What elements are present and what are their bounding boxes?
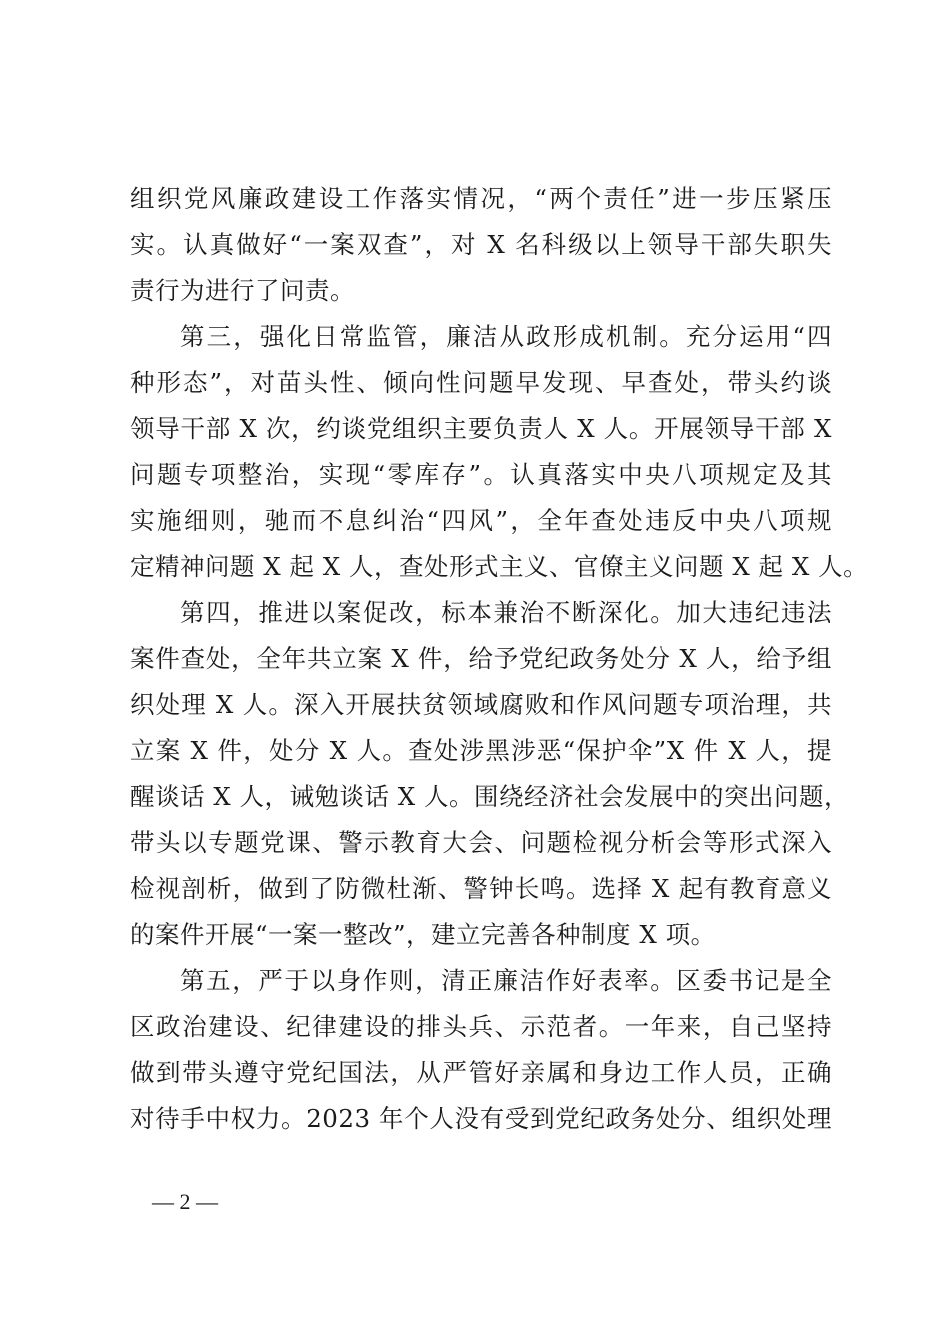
text-line: 织处理 X 人。深入开展扶贫领域腐败和作风问题专项治理，共 — [130, 690, 832, 719]
paragraph-start-line: 第四，推进以案促改，标本兼治不断深化。加大违纪违法 — [180, 598, 832, 627]
text-line: 实。认真做好“一案双查”，对 X 名科级以上领导干部失职失 — [130, 230, 832, 259]
text-line: 实施细则，驰而不息纠治“四风”，全年查处违反中央八项规 — [130, 506, 832, 535]
paragraph-start-line: 第五，严于以身作则，清正廉洁作好表率。区委书记是全 — [180, 966, 832, 995]
document-body — [130, 176, 869, 1142]
text-line: 案件查处，全年共立案 X 件，给予党纪政务处分 X 人，给予组 — [130, 644, 832, 673]
text-line: 立案 X 件，处分 X 人。查处涉黑涉恶“保护伞”X 件 X 人，提 — [130, 736, 832, 765]
text-line: 做到带头遵守党纪国法，从严管好亲属和身边工作人员，正确 — [130, 1058, 832, 1087]
text-line: 对待手中权力。2023 年个人没有受到党纪政务处分、组织处理 — [130, 1104, 832, 1133]
text-line: 检视剖析，做到了防微杜渐、警钟长鸣。选择 X 起有教育意义 — [130, 874, 832, 903]
text-line: 问题专项整治，实现“零库存”。认真落实中央八项规定及其 — [130, 460, 832, 489]
text-line: 组织党风廉政建设工作落实情况，“两个责任”进一步压紧压 — [130, 184, 832, 213]
text-line: 区政治建设、纪律建设的排头兵、示范者。一年来，自己坚持 — [130, 1012, 832, 1041]
page-number: — 2 — — [152, 1189, 218, 1214]
text-line: 责行为进行了问责。 — [130, 276, 355, 305]
text-line: 醒谈话 X 人，诫勉谈话 X 人。围绕经济社会发展中的突出问题， — [130, 782, 850, 811]
text-line: 种形态”，对苗头性、倾向性问题早发现、早查处，带头约谈 — [130, 368, 832, 397]
paragraph-start-line: 第三，强化日常监管，廉洁从政形成机制。充分运用“四 — [180, 322, 832, 351]
text-line: 领导干部 X 次，约谈党组织主要负责人 X 人。开展领导干部 X — [130, 414, 832, 443]
text-line: 的案件开展“一案一整改”，建立完善各种制度 X 项。 — [130, 920, 716, 949]
text-line: 带头以专题党课、警示教育大会、问题检视分析会等形式深入 — [130, 828, 832, 857]
text-line: 定精神问题 X 起 X 人，查处形式主义、官僚主义问题 X 起 X 人。 — [130, 552, 869, 581]
